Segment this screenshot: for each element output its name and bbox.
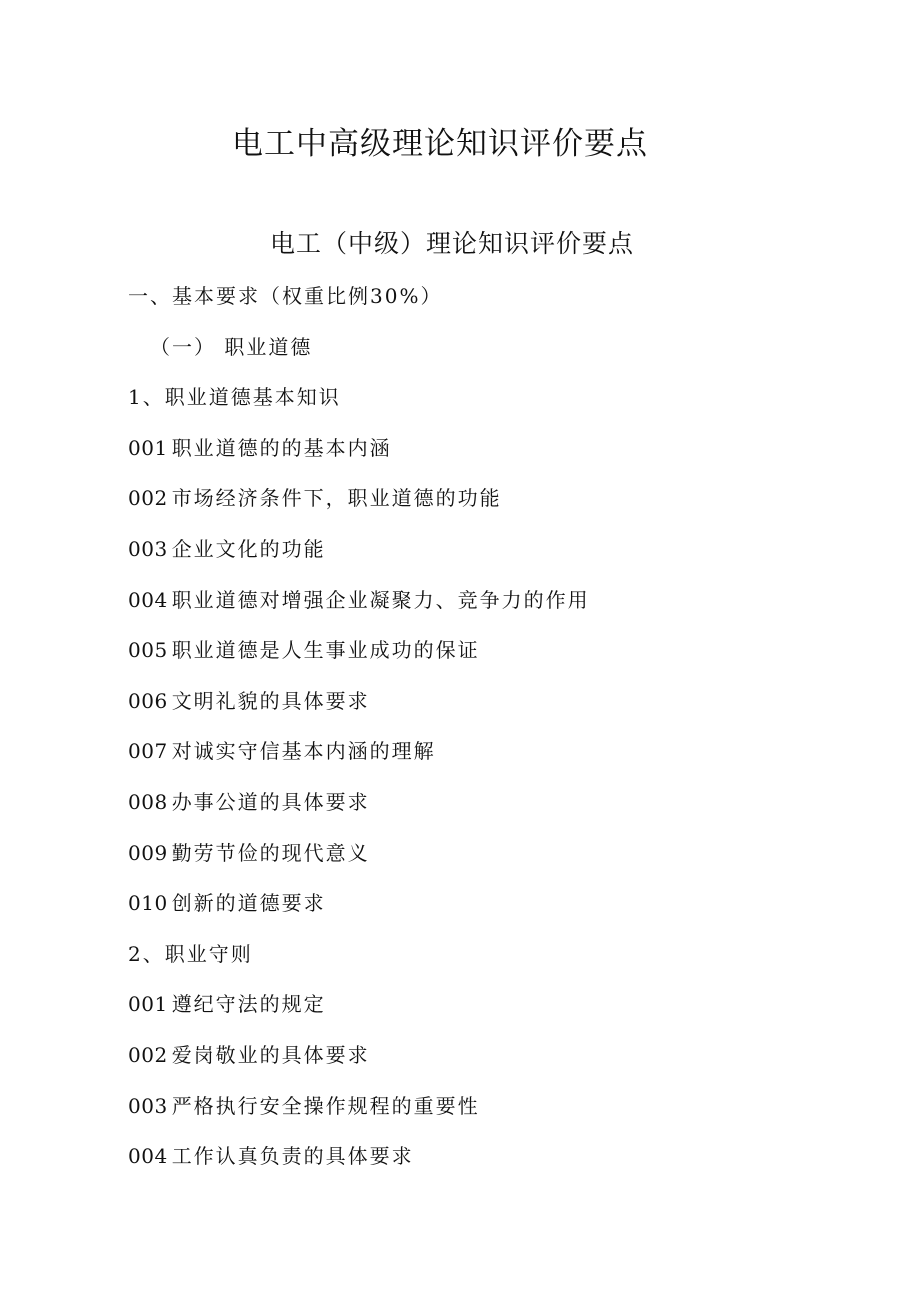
item-code: 001 xyxy=(128,992,168,1017)
group-heading: 2、职业守则 xyxy=(128,941,253,966)
item-code: 003 xyxy=(128,536,168,561)
item-text: 文明礼貌的具体要求 xyxy=(171,688,370,713)
item-text: 企业文化的功能 xyxy=(171,536,326,561)
list-item xyxy=(128,635,888,686)
item-text: 职业道德的的基本内涵 xyxy=(171,435,392,460)
item-code: 003 xyxy=(128,1093,168,1118)
document-body xyxy=(128,281,888,1192)
item-text: 勤劳节俭的现代意义 xyxy=(171,840,370,865)
section-heading: 一、基本要求（权重比例30%） xyxy=(128,284,443,308)
list-item xyxy=(128,989,888,1040)
subsection-heading: （一） 职业道德 xyxy=(150,334,313,359)
list-item xyxy=(128,888,888,939)
item-text: 严格执行安全操作规程的重要性 xyxy=(171,1093,480,1118)
item-code: 004 xyxy=(128,587,168,612)
item-code: 001 xyxy=(128,435,168,460)
item-code: 002 xyxy=(128,1042,168,1067)
item-code: 010 xyxy=(128,891,168,916)
item-code: 007 xyxy=(128,739,168,764)
list-item xyxy=(128,838,888,889)
item-code: 004 xyxy=(128,1144,168,1169)
document-title: 电工中高级理论知识评价要点 xyxy=(232,126,648,162)
list-item xyxy=(128,686,888,737)
item-text: 办事公道的具体要求 xyxy=(171,789,370,814)
list-item xyxy=(128,483,888,534)
item-code: 008 xyxy=(128,789,168,814)
list-item xyxy=(128,787,888,838)
list-item xyxy=(128,585,888,636)
item-code: 009 xyxy=(128,840,168,865)
list-item xyxy=(128,534,888,585)
item-code: 005 xyxy=(128,638,168,663)
list-item xyxy=(128,1040,888,1091)
item-text: 爱岗敬业的具体要求 xyxy=(171,1042,370,1067)
item-text: 市场经济条件下，职业道德的功能 xyxy=(171,486,502,511)
item-text: 创新的道德要求 xyxy=(171,891,326,916)
list-item xyxy=(128,1091,888,1142)
document-subtitle: 电工（中级）理论知识评价要点 xyxy=(269,229,634,258)
item-text: 遵纪守法的规定 xyxy=(171,992,326,1017)
item-text: 职业道德是人生事业成功的保证 xyxy=(171,638,480,663)
item-code: 006 xyxy=(128,688,168,713)
item-text: 工作认真负责的具体要求 xyxy=(171,1144,414,1169)
group-heading: 1、职业道德基本知识 xyxy=(128,385,341,410)
item-text: 职业道德对增强企业凝聚力、竞争力的作用 xyxy=(171,587,590,612)
list-item xyxy=(128,433,888,484)
list-item xyxy=(128,736,888,787)
list-item xyxy=(128,1141,888,1192)
item-code: 002 xyxy=(128,486,168,511)
item-text: 对诚实守信基本内涵的理解 xyxy=(171,739,436,764)
